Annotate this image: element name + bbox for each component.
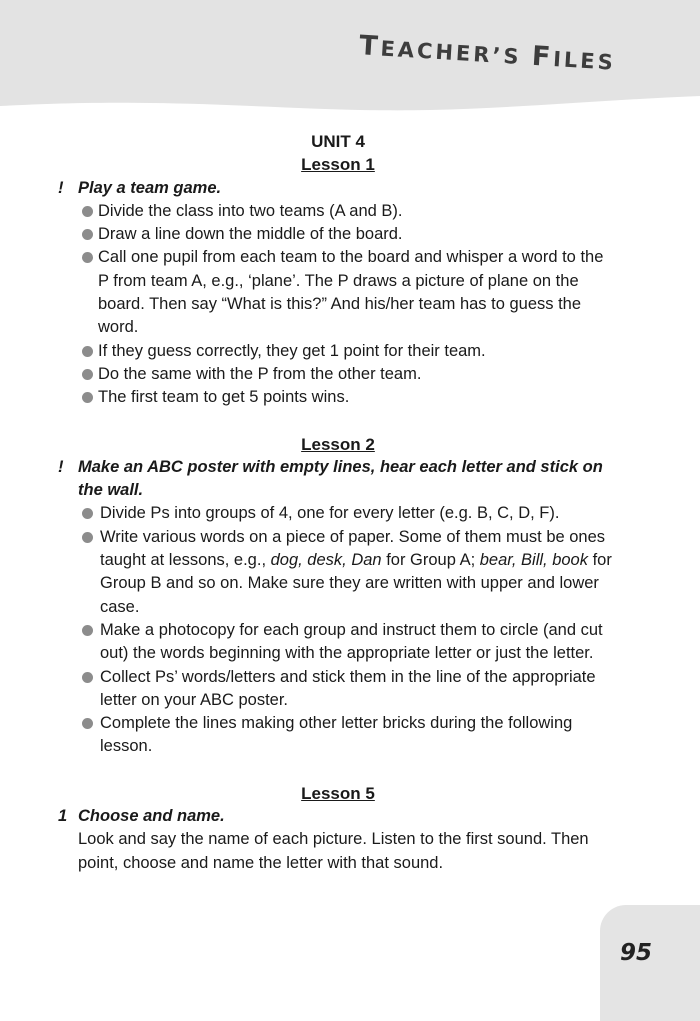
- bullet-icon: [82, 718, 93, 729]
- page-number: 95: [619, 940, 652, 966]
- bullet-icon: [82, 392, 93, 403]
- list-item: If they guess correctly, they get 1 point for their team.: [58, 340, 618, 363]
- bullet-icon: [82, 346, 93, 357]
- task-mark: !: [58, 178, 64, 197]
- list-item: Collect Ps’ words/letters and stick them in the line of the appropriate letter on your ABC poster.: [58, 666, 618, 713]
- lesson-2-title: Lesson 2: [301, 434, 375, 454]
- bullet-icon: [82, 252, 93, 263]
- lesson-5-task: [58, 805, 618, 828]
- page-content: [58, 130, 618, 875]
- list-item: Make a photocopy for each group and instruct them to circle (and cut out) the words beginning with the appropriate letter or just the letter.: [58, 619, 618, 666]
- section-title: TEACHER’S FILES: [358, 30, 617, 75]
- lesson-1-steps: [58, 200, 618, 410]
- bullet-icon: [82, 672, 93, 683]
- bullet-icon: [82, 369, 93, 380]
- task-text: Choose and name.: [78, 807, 225, 826]
- lesson-5-title: Lesson 5: [301, 783, 375, 803]
- lesson-1-title: Lesson 1: [301, 155, 375, 175]
- list-item: Complete the lines making other letter bricks during the following lesson.: [58, 712, 618, 759]
- list-item: Divide Ps into groups of 4, one for every letter (e.g. B, C, D, F).: [58, 502, 618, 525]
- bullet-icon: [82, 206, 93, 217]
- list-item: Do the same with the P from the other team.: [58, 363, 618, 386]
- lesson-2-steps: [58, 502, 618, 758]
- task-number: 1: [58, 807, 68, 826]
- bullet-icon: [82, 532, 93, 543]
- unit-title: UNIT 4: [311, 132, 365, 151]
- lesson-5-instructions: Look and say the name of each picture. Listen to the first sound. Then point, choose and name the letter with that sound.: [78, 830, 589, 872]
- list-item: Write various words on a piece of paper. Some of them must be ones taught at lessons, e.g., dog, desk, Dan for Group A; bear, Bill, book for Group B and so on. Make sure they are written with upper and lower case.: [58, 526, 618, 619]
- list-item: Call one pupil from each team to the board and whisper a word to the P from team A, e.g., ‘plane’. The P draws a picture of plane on the board. Then say “What is this?” And his/her team has to guess the word.: [58, 246, 618, 339]
- list-item: Draw a line down the middle of the board.: [58, 223, 618, 246]
- list-item: The first team to get 5 points wins.: [58, 386, 618, 409]
- bullet-icon: [82, 625, 93, 636]
- task-text: Make an ABC poster with empty lines, hear each letter and stick on the wall.: [78, 457, 603, 500]
- task-mark: !: [58, 457, 64, 476]
- list-item: Divide the class into two teams (A and B).: [58, 200, 618, 223]
- bullet-icon: [82, 229, 93, 240]
- lesson-2-task: [58, 456, 618, 503]
- bullet-icon: [82, 508, 93, 519]
- lesson-1-task: [58, 177, 618, 200]
- task-text: Play a team game.: [78, 178, 222, 197]
